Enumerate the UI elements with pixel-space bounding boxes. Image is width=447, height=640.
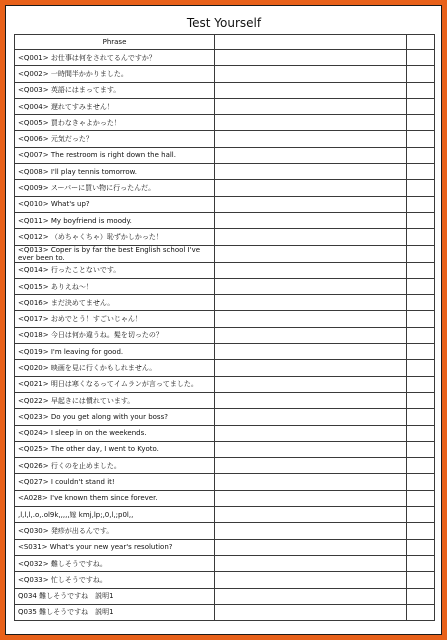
check-cell[interactable] <box>407 262 435 278</box>
phrase-cell: <Q032> 難しそうですね。 <box>15 555 215 571</box>
check-cell[interactable] <box>407 344 435 360</box>
table-row <box>15 229 435 245</box>
table-row <box>15 523 435 539</box>
table-row <box>15 425 435 441</box>
answer-cell[interactable] <box>215 98 407 114</box>
table-header-row <box>15 35 435 50</box>
answer-cell[interactable] <box>215 555 407 571</box>
check-cell[interactable] <box>407 131 435 147</box>
table-row <box>15 278 435 294</box>
phrase-cell: <Q013> Coper is by far the best English school I've ever been to. <box>15 245 215 262</box>
check-cell[interactable] <box>407 245 435 262</box>
phrase-cell: <Q004> 遅れてすみません！ <box>15 98 215 114</box>
answer-cell[interactable] <box>215 229 407 245</box>
answer-cell[interactable] <box>215 66 407 82</box>
check-cell[interactable] <box>407 278 435 294</box>
answer-cell[interactable] <box>215 572 407 588</box>
answer-cell[interactable] <box>215 409 407 425</box>
check-cell[interactable] <box>407 392 435 408</box>
phrase-cell: <A028> I've known them since forever. <box>15 490 215 506</box>
check-cell[interactable] <box>407 180 435 196</box>
answer-cell[interactable] <box>215 245 407 262</box>
check-cell[interactable] <box>407 212 435 228</box>
table-row <box>15 66 435 82</box>
check-cell[interactable] <box>407 164 435 180</box>
answer-cell[interactable] <box>215 327 407 343</box>
table-row <box>15 490 435 506</box>
phrase-cell: <Q015> ありえね～！ <box>15 278 215 294</box>
answer-cell[interactable] <box>215 376 407 392</box>
phrase-cell: <Q023> Do you get along with your boss? <box>15 409 215 425</box>
phrase-cell: <Q024> I sleep in on the weekends. <box>15 425 215 441</box>
check-cell[interactable] <box>407 409 435 425</box>
table-row <box>15 474 435 490</box>
check-cell[interactable] <box>407 458 435 474</box>
check-cell[interactable] <box>407 376 435 392</box>
table-row <box>15 458 435 474</box>
check-cell[interactable] <box>407 327 435 343</box>
check-cell[interactable] <box>407 115 435 131</box>
phrase-table <box>14 34 435 621</box>
check-cell[interactable] <box>407 507 435 523</box>
phrase-cell: <Q017> おめでとう！すごいじゃん！ <box>15 311 215 327</box>
table-row <box>15 262 435 278</box>
phrase-cell: <Q010> What's up? <box>15 196 215 212</box>
table-row <box>15 50 435 66</box>
table-row <box>15 295 435 311</box>
phrase-cell: Q034 難しそうですね 説明1 <box>15 588 215 604</box>
answer-cell[interactable] <box>215 490 407 506</box>
check-cell[interactable] <box>407 425 435 441</box>
check-cell[interactable] <box>407 98 435 114</box>
table-row <box>15 344 435 360</box>
answer-cell[interactable] <box>215 458 407 474</box>
check-cell[interactable] <box>407 360 435 376</box>
answer-cell[interactable] <box>215 507 407 523</box>
answer-column-header <box>215 35 407 50</box>
answer-cell[interactable] <box>215 147 407 163</box>
table-row <box>15 115 435 131</box>
phrase-cell: <Q007> The restroom is right down the hall. <box>15 147 215 163</box>
check-cell[interactable] <box>407 490 435 506</box>
check-cell[interactable] <box>407 295 435 311</box>
phrase-cell: <Q019> I'm leaving for good. <box>15 344 215 360</box>
answer-cell[interactable] <box>215 539 407 555</box>
table-row <box>15 392 435 408</box>
table-row <box>15 311 435 327</box>
check-cell[interactable] <box>407 147 435 163</box>
phrase-cell: <Q003> 英語にはまってます。 <box>15 82 215 98</box>
answer-cell[interactable] <box>215 278 407 294</box>
answer-cell[interactable] <box>215 180 407 196</box>
table-row <box>15 539 435 555</box>
answer-cell[interactable] <box>215 360 407 376</box>
phrase-cell: <Q022> 早起きには慣れています。 <box>15 392 215 408</box>
answer-cell[interactable] <box>215 196 407 212</box>
check-cell[interactable] <box>407 474 435 490</box>
table-row <box>15 98 435 114</box>
check-column-header <box>407 35 435 50</box>
table-row <box>15 441 435 457</box>
check-cell[interactable] <box>407 82 435 98</box>
check-cell[interactable] <box>407 539 435 555</box>
phrase-cell: <Q027> I couldn't stand it! <box>15 474 215 490</box>
phrase-cell: <S031> What's your new year's resolution? <box>15 539 215 555</box>
table-row <box>15 212 435 228</box>
table-row <box>15 131 435 147</box>
check-cell[interactable] <box>407 196 435 212</box>
check-cell[interactable] <box>407 572 435 588</box>
table-row <box>15 180 435 196</box>
table-row <box>15 245 435 262</box>
table-row <box>15 588 435 604</box>
answer-cell[interactable] <box>215 262 407 278</box>
phrase-cell: <Q018> 今日は何か違うね。髪を切ったの？ <box>15 327 215 343</box>
check-cell[interactable] <box>407 555 435 571</box>
phrase-cell: <Q026> 行くのを止めました。 <box>15 458 215 474</box>
check-cell[interactable] <box>407 229 435 245</box>
answer-cell[interactable] <box>215 523 407 539</box>
table-row <box>15 360 435 376</box>
answer-cell[interactable] <box>215 604 407 620</box>
answer-cell[interactable] <box>215 131 407 147</box>
phrase-cell: <Q008> I'll play tennis tomorrow. <box>15 164 215 180</box>
answer-cell[interactable] <box>215 425 407 441</box>
phrase-cell: Q035 難しそうですね 説明1 <box>15 604 215 620</box>
phrase-cell: <Q011> My boyfriend is moody. <box>15 212 215 228</box>
phrase-cell: <Q016> まだ決めてません。 <box>15 295 215 311</box>
phrase-cell: <Q025> The other day, I went to Kyoto. <box>15 441 215 457</box>
check-cell[interactable] <box>407 50 435 66</box>
answer-cell[interactable] <box>215 474 407 490</box>
phrase-cell: <Q033> 忙しそうですね。 <box>15 572 215 588</box>
phrase-cell: <Q009> スーパーに買い物に行ったんだ。 <box>15 180 215 196</box>
phrase-cell: <Q020> 映画を見に行くかもしれません。 <box>15 360 215 376</box>
table-row <box>15 82 435 98</box>
answer-cell[interactable] <box>215 82 407 98</box>
phrase-cell: ,l,l,l,.o,.ol9k,,,,,嫁 kmj,lp;,0,l,;p0l,, <box>15 507 215 523</box>
worksheet-frame <box>5 5 442 635</box>
answer-cell[interactable] <box>215 50 407 66</box>
phrase-column-header: Phrase <box>15 35 215 50</box>
table-row <box>15 376 435 392</box>
answer-cell[interactable] <box>215 311 407 327</box>
answer-cell[interactable] <box>215 115 407 131</box>
answer-cell[interactable] <box>215 441 407 457</box>
page-title: Test Yourself <box>186 16 262 30</box>
answer-cell[interactable] <box>215 588 407 604</box>
check-cell[interactable] <box>407 604 435 620</box>
table-row <box>15 409 435 425</box>
answer-cell[interactable] <box>215 295 407 311</box>
worksheet <box>14 12 434 632</box>
table-row <box>15 507 435 523</box>
phrase-cell: <Q030> 発疹が出るんです。 <box>15 523 215 539</box>
phrase-cell: <Q005> 買わなきゃよかった！ <box>15 115 215 131</box>
check-cell[interactable] <box>407 66 435 82</box>
answer-cell[interactable] <box>215 164 407 180</box>
check-cell[interactable] <box>407 523 435 539</box>
phrase-cell: <Q002> 一時間半かかりました。 <box>15 66 215 82</box>
phrase-cell: <Q001> お仕事は何をされてるんですか？ <box>15 50 215 66</box>
answer-cell[interactable] <box>215 212 407 228</box>
phrase-cell: <Q006> 元気だった？ <box>15 131 215 147</box>
table-row <box>15 604 435 620</box>
phrase-cell: <Q021> 明日は寒くなるってイムランが言ってました。 <box>15 376 215 392</box>
check-cell[interactable] <box>407 311 435 327</box>
phrase-cell: <Q012> （めちゃくちゃ）恥ずかしかった！ <box>15 229 215 245</box>
table-row <box>15 327 435 343</box>
table-row <box>15 147 435 163</box>
check-cell[interactable] <box>407 588 435 604</box>
table-row <box>15 555 435 571</box>
answer-cell[interactable] <box>215 392 407 408</box>
table-row <box>15 572 435 588</box>
answer-cell[interactable] <box>215 344 407 360</box>
table-row <box>15 196 435 212</box>
table-row <box>15 164 435 180</box>
check-cell[interactable] <box>407 441 435 457</box>
phrase-cell: <Q014> 行ったことないです。 <box>15 262 215 278</box>
